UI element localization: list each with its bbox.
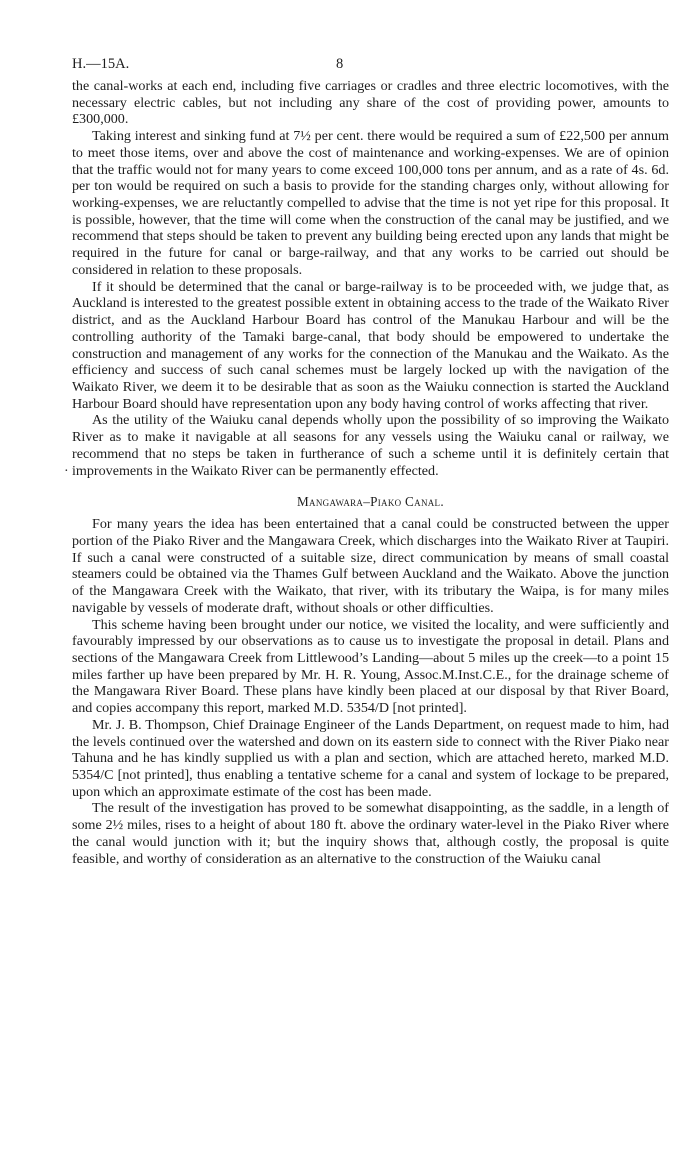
paragraph-scheme-investigation: This scheme having been brought under our notice, we visited the locality, and were sufficiently and favourably impressed by our observations as to cause us to investigate the proposal in detail. Plans and sections of the Mangawara Creek from Littlewood’s Landing—about 5 miles up the creek—to a point 15 miles farther up have been prepared by Mr. H. R. Young, Assoc.M.Inst.C.E., for the drainage scheme of the Mangawara River Board. These plans have kindly been placed at our disposal by that River Board, and copies accompany this report, marked M.D. 5354/D [not printed].: [72, 616, 669, 717]
paragraph-harbour-board: If it should be determined that the canal or barge-railway is to be proceeded with, we judge that, as Auckland is interested to the greatest possible extent in obtaining access to the trade of the Waikato River district, and as the Auckland Harbour Board has control of the Manukau Harbour and will be the controlling authority of the Tamaki barge-canal, that body should be empowered to undertake the construction and management of any works for the connection of the Manukau and the Waikato. As the efficiency and success of such canal schemes must be largely locked up with the navigation of the Waikato River, we deem it to be desirable that as soon as the Waiuku connection is started the Auckland Harbour Board should have representation upon any body having control of works affecting that river.: [72, 278, 669, 412]
paragraph-interest-sinking-fund: Taking interest and sinking fund at 7½ per cent. there would be required a sum of £22,500 per annum to meet those items, over and above the cost of maintenance and working-expenses. We are of opinion that the traffic would not for many years to come exceed 100,000 tons per annum, and as a rate of 4s. 6d. per ton would be required on such a basis to provide for the standing charges only, without allowing for working-expenses, we are reluctantly compelled to advise that the time is not yet ripe for this proposal. It is possible, however, that the time will come when the construction of the canal may be justified, and we recommend that steps should be taken to prevent any building being erected upon any lands that might be required in the future for canal or barge-railway, and that any works to be carried out should be considered in relation to these proposals.: [72, 128, 669, 278]
document-reference: H.—15A.: [72, 56, 130, 72]
paragraph-waiuku-utility: As the utility of the Waiuku canal depends wholly upon the possibility of so improving the Waikato River as to make it navigable at all seasons for any vessels using the Waiuku canal or railway, we recommend that no steps be taken in furtherance of such a scheme until it is definitely certain that improvements in the Waikato River can be permanently effected.: [72, 412, 669, 479]
page-number: 8: [336, 56, 344, 72]
page-header: [72, 56, 669, 78]
paragraph-canal-idea: For many years the idea has been entertained that a canal could be constructed between the upper portion of the Piako River and the Mangawara Creek, which discharges into the Waikato River at Taupiri. If such a canal were constructed of a suitable size, direct communication by means of small coastal steamers could be obtained via the Thames Gulf between Auckland and the Waikato. Above the junction of the Mangawara Creek with the Waikato, that river, with its tributary the Waipa, is for many miles navigable by vessels of moderate draft, without shoals or other difficulties.: [72, 516, 669, 616]
paragraph-investigation-result: The result of the investigation has proved to be somewhat disappointing, as the saddle, in a length of some 2½ miles, rises to a height of about 180 ft. above the ordinary water-level in the Piako River where the canal would junction with it; but the inquiry shows that, although costly, the proposal is quite feasible, and worthy of consideration as an alternative to the construction of the Waiuku canal: [72, 800, 669, 867]
section-heading: Mangawara–Piako Canal.: [297, 494, 444, 510]
paragraph-thompson-levels: Mr. J. B. Thompson, Chief Drainage Engineer of the Lands Department, on request made to him, had the levels continued over the watershed and down on its eastern side to connect with the River Piako near Tahuna and he has kindly supplied us with a plan and section, which are attached hereto, marked M.D. 5354/C [not printed], thus enabling a tentative scheme for a canal and system of lockage to be prepared, upon which an approximate estimate of the cost has been made.: [72, 716, 669, 800]
paragraph-continuation: the canal-works at each end, including five carriages or cradles and three electric locomotives, with the necessary electric cables, but not including any share of the cost of providing power, amounts to £300,000.: [72, 78, 669, 128]
margin-mark: ·: [64, 463, 69, 479]
document-page: [64, 56, 669, 867]
